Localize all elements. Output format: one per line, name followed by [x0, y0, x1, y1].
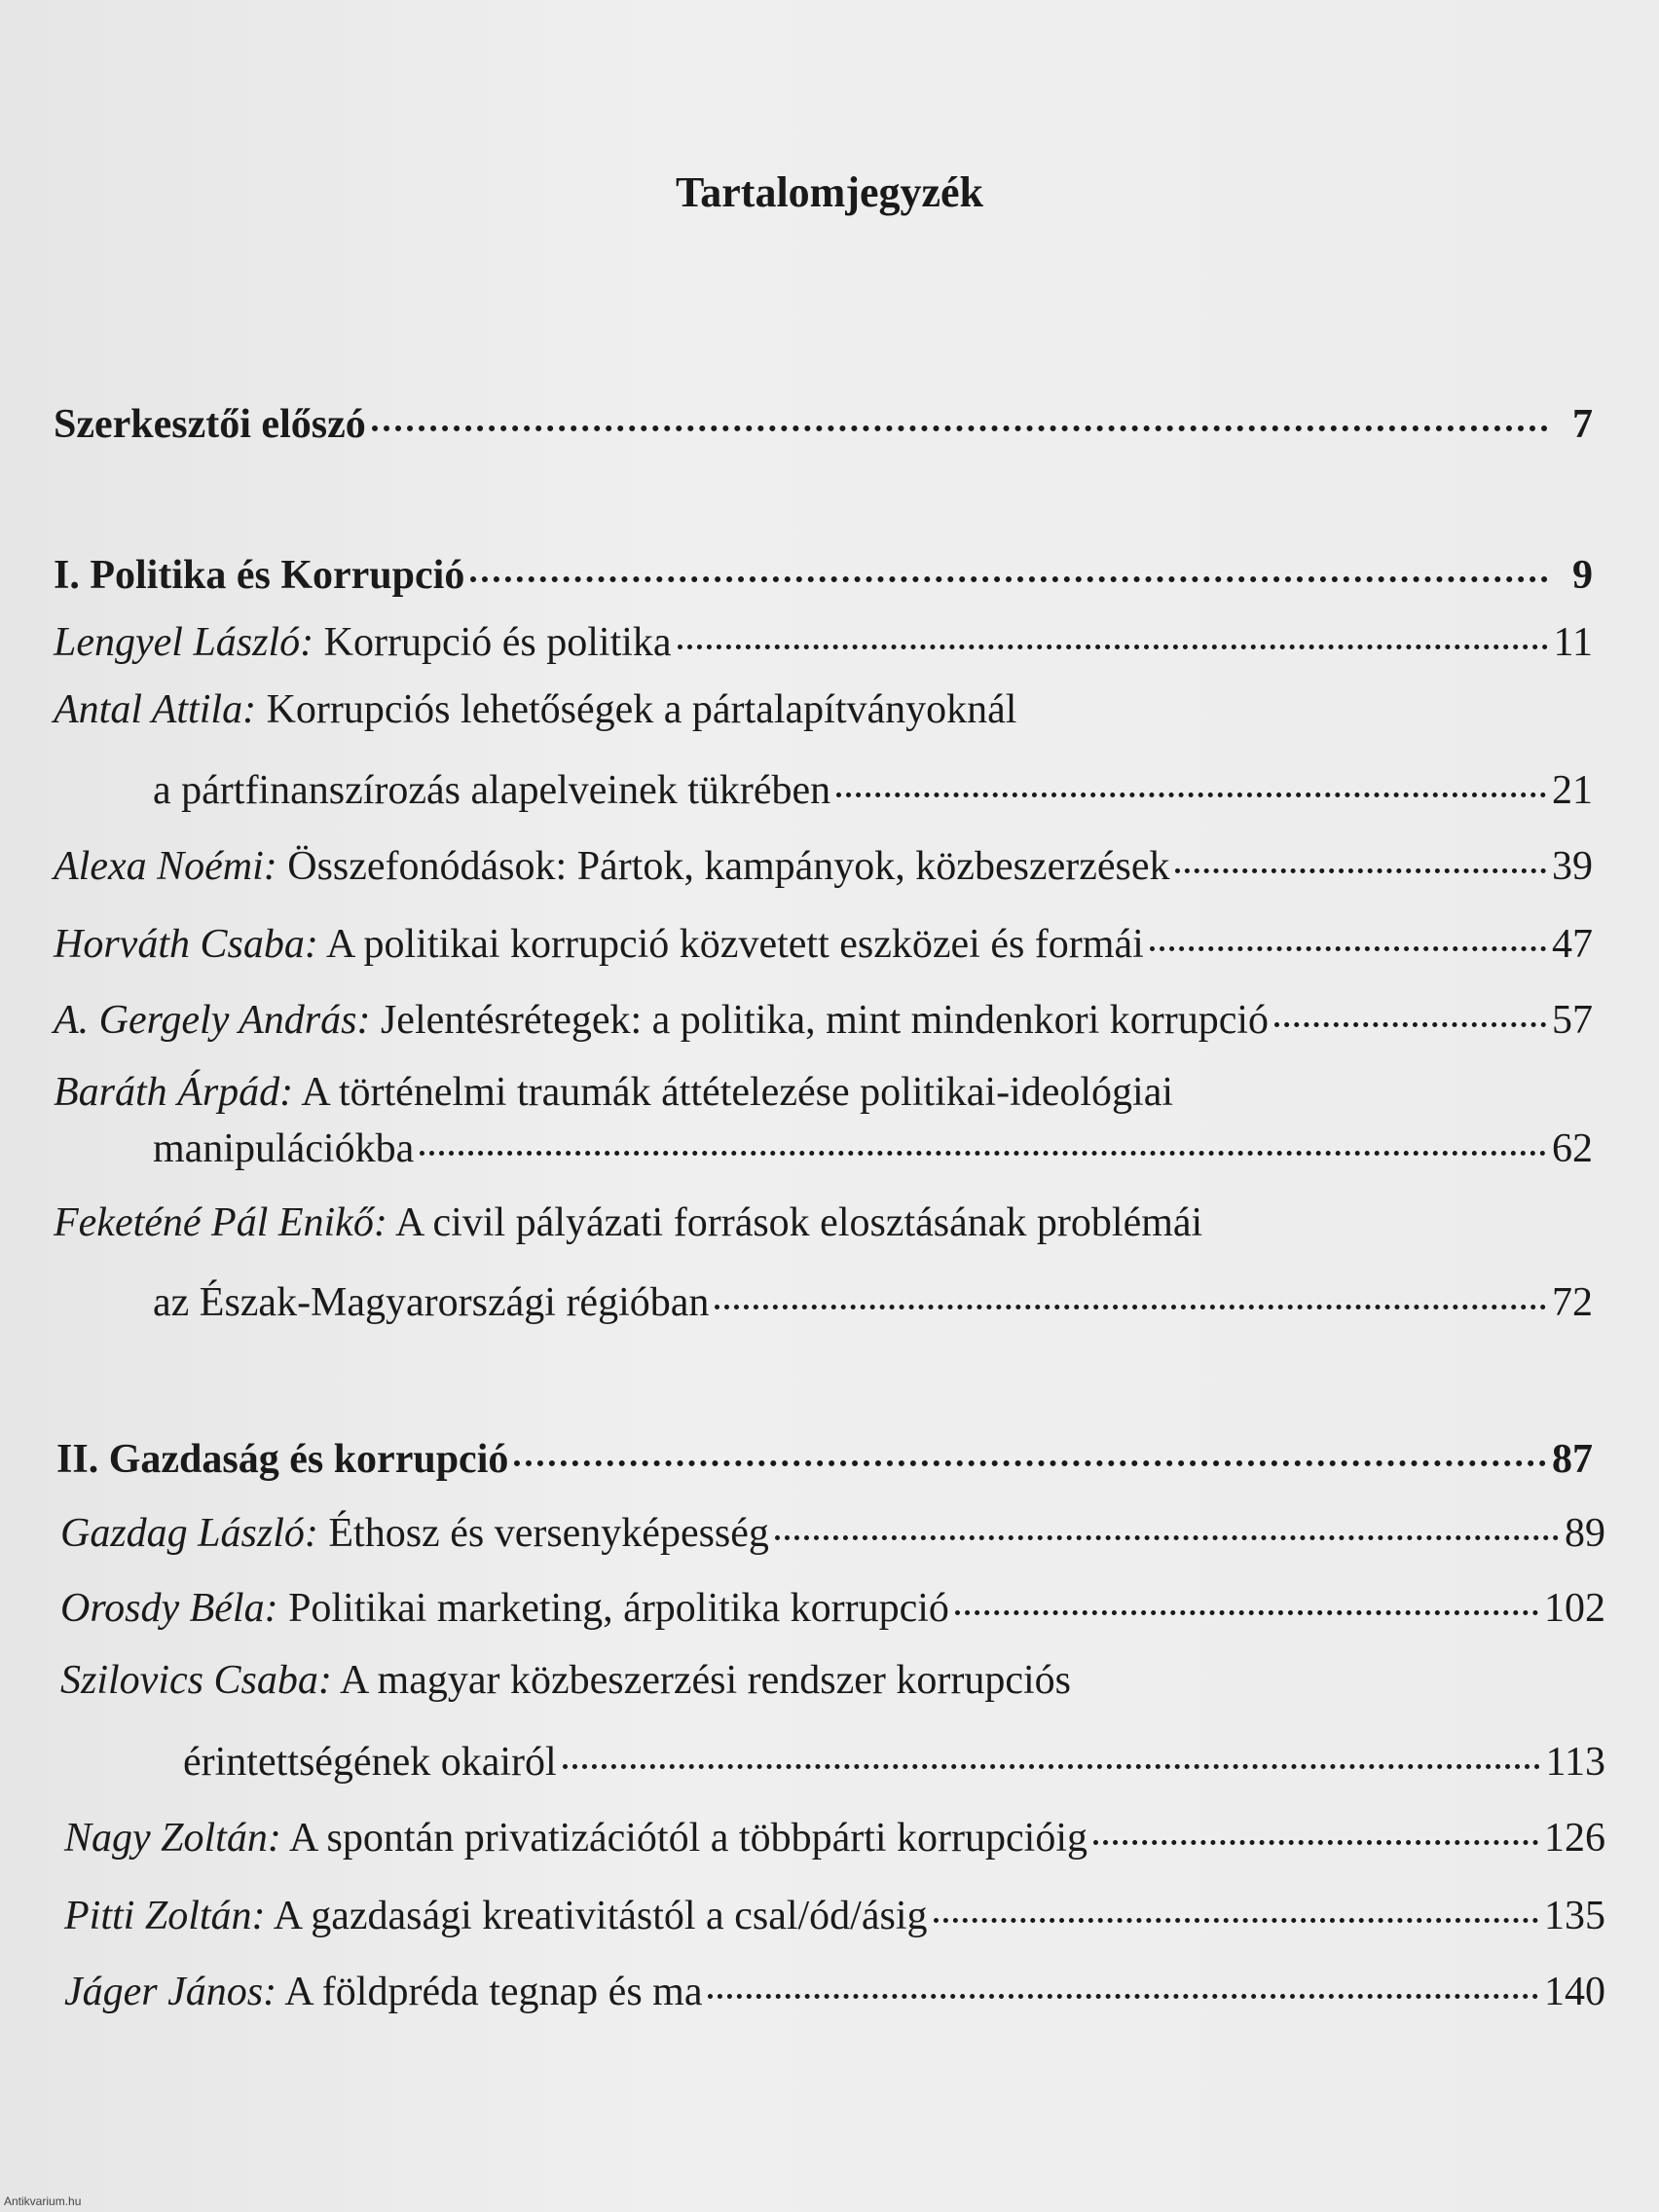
page-title: Tartalomjegyzék — [675, 168, 984, 216]
leader-dots — [1150, 909, 1546, 951]
entry-author: Nagy Zoltán: — [64, 1815, 281, 1861]
leader-dots — [514, 1423, 1546, 1466]
toc-section-1 — [54, 545, 1593, 599]
toc-entry-continuation — [153, 1120, 1593, 1172]
leader-dots — [563, 1727, 1540, 1769]
entry-author: Orosdy Béla: — [60, 1585, 278, 1631]
page-number: 89 — [1565, 1510, 1605, 1556]
entry-author: Lengyel László: — [54, 619, 314, 665]
page-number: 47 — [1552, 921, 1593, 967]
entry-title-cont: manipulációkba — [153, 1125, 415, 1171]
entry-author: Gazdag László: — [60, 1510, 318, 1556]
entry-title: Összefonódások: Pártok, kampányok, közbeszerzések — [276, 843, 1170, 889]
page-number: 62 — [1552, 1125, 1593, 1171]
entry-title: A civil pályázati források elosztásának problémái — [387, 1200, 1203, 1245]
entry-title: A magyar közbeszerzési rendszer korrupciós — [331, 1658, 1072, 1703]
entry-author: Alexa Noémi: — [54, 843, 277, 889]
leader-dots — [715, 1268, 1546, 1309]
leader-dots — [955, 1573, 1538, 1615]
leader-dots — [708, 1957, 1538, 1999]
section-title: II. Gazdaság és korrupció — [56, 1436, 509, 1482]
entry-title: Jelentésrétegek: a politika, mint mindenkori korrupció — [370, 997, 1270, 1043]
entry-author: Baráth Árpád: — [54, 1070, 294, 1115]
entry-title: A földpréda tegnap és ma — [276, 1969, 703, 2014]
leader-dots — [934, 1881, 1539, 1923]
entry-title: A történelmi traumák áttételezése politikai-ideológiai — [293, 1070, 1174, 1115]
toc-entry — [64, 1887, 1605, 1939]
toc-entry-continuation — [183, 1733, 1605, 1786]
page-number: 9 — [1572, 552, 1593, 598]
leader-dots — [1274, 985, 1546, 1027]
entry-title-cont: a pártfinanszírozás alapelveinek tükrében — [153, 767, 831, 813]
leader-dots — [678, 608, 1548, 649]
entry-title: Éthosz és versenyképesség — [317, 1510, 769, 1556]
page-number: 72 — [1552, 1279, 1593, 1325]
page-number: 113 — [1545, 1739, 1605, 1785]
leader-dots — [372, 388, 1548, 431]
page-number: 57 — [1552, 997, 1593, 1043]
entry-title: Szerkesztői előszó — [54, 401, 366, 447]
leader-dots — [775, 1498, 1559, 1540]
entry-author: Szilovics Csaba: — [60, 1658, 332, 1703]
toc-entry — [60, 1504, 1605, 1557]
page-number: 21 — [1552, 767, 1593, 813]
entry-title: Korrupciós lehetőségek a pártalapítványoknál — [256, 687, 1017, 732]
toc-entry — [64, 1809, 1605, 1862]
page-number: 126 — [1544, 1815, 1605, 1861]
leader-dots — [1093, 1803, 1538, 1845]
toc-entry — [60, 1657, 1071, 1704]
entry-author: Feketéné Pál Enikő: — [54, 1200, 387, 1245]
entry-author: Horváth Csaba: — [54, 921, 318, 967]
toc-entry — [54, 991, 1593, 1044]
toc-entry — [54, 613, 1593, 666]
entry-author: Jáger János: — [64, 1969, 277, 2014]
toc-entry — [54, 915, 1593, 968]
toc-entry — [64, 1963, 1605, 2015]
entry-author: Pitti Zoltán: — [64, 1893, 266, 1938]
toc-entry — [54, 1199, 1202, 1246]
entry-title: A gazdasági kreativitástól a csal/ód/ásig — [265, 1893, 928, 1938]
entry-author: Antal Attila: — [54, 687, 257, 732]
entry-author: A. Gergely András: — [54, 997, 371, 1043]
toc-entry-continuation — [153, 761, 1593, 814]
leader-dots — [1175, 831, 1546, 873]
page-number: 87 — [1552, 1436, 1593, 1482]
leader-dots — [420, 1114, 1546, 1156]
watermark-text: Antikvarium.hu — [4, 2194, 82, 2208]
toc-section-2 — [56, 1429, 1593, 1483]
page-number: 11 — [1553, 619, 1593, 665]
toc-entry — [54, 686, 1016, 733]
entry-title-cont: érintettségének okairól — [183, 1739, 557, 1785]
leader-dots — [470, 539, 1548, 582]
toc-entry — [60, 1579, 1605, 1632]
page-number: 7 — [1572, 401, 1593, 447]
toc-entry — [54, 837, 1593, 890]
page-number: 135 — [1544, 1893, 1605, 1938]
entry-title-cont: az Észak-Magyarországi régióban — [153, 1279, 710, 1325]
entry-title: Korrupció és politika — [313, 619, 672, 665]
entry-title: A spontán privatizációtól a többpárti korrupcióig — [280, 1815, 1088, 1861]
entry-title: A politikai korrupció közvetett eszközei és formái — [317, 921, 1144, 967]
toc-entry-continuation — [153, 1273, 1593, 1326]
toc-entry — [54, 1069, 1173, 1116]
entry-title: Politikai marketing, árpolitika korrupció — [277, 1585, 949, 1631]
leader-dots — [836, 756, 1546, 797]
toc-entry-preface — [54, 394, 1593, 448]
page-number: 39 — [1552, 843, 1593, 889]
page-number: 102 — [1544, 1585, 1605, 1631]
page-number: 140 — [1544, 1969, 1605, 2014]
section-title: I. Politika és Korrupció — [54, 552, 465, 598]
